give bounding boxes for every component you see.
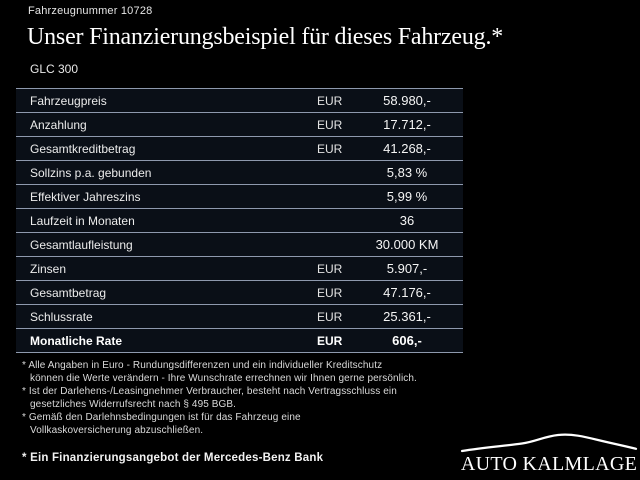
dealer-logo-text: AUTO KALMLAGE xyxy=(460,453,638,475)
footnote-line: * Gemäß den Darlehnsbedingungen ist für das Fahrzeug eine xyxy=(22,412,301,423)
row-currency: EUR xyxy=(317,285,343,300)
vehicle-number: Fahrzeugnummer 10728 xyxy=(28,5,153,17)
row-currency: EUR xyxy=(317,117,343,132)
footnote-line: * Alle Angaben in Euro - Rundungsdifferenzen und ein individueller Kreditschutz xyxy=(22,360,383,371)
row-currency: EUR xyxy=(317,333,343,348)
footnotes xyxy=(22,359,472,437)
table-row xyxy=(16,233,463,257)
row-currency: EUR xyxy=(317,261,343,276)
row-label: Laufzeit in Monaten xyxy=(30,213,135,228)
row-currency: EUR xyxy=(317,309,343,324)
financing-table xyxy=(16,88,463,353)
row-value: 36 xyxy=(399,213,415,228)
table-row xyxy=(16,305,463,329)
table-row xyxy=(16,137,463,161)
footnote xyxy=(22,385,472,411)
row-currency: EUR xyxy=(317,141,343,156)
table-row xyxy=(16,209,463,233)
row-label: Schlussrate xyxy=(30,309,93,324)
table-row xyxy=(16,257,463,281)
table-row xyxy=(16,281,463,305)
row-currency: EUR xyxy=(317,93,343,108)
row-value: 58.980,- xyxy=(383,93,431,108)
row-value: 606,- xyxy=(392,333,422,348)
footnote-line: * Ist der Darlehens-/Leasingnehmer Verbraucher, besteht nach Vertragsschluss ein xyxy=(22,386,397,397)
row-value: 25.361,- xyxy=(383,309,431,324)
row-value: 5,99 % xyxy=(386,189,428,204)
row-label: Monatliche Rate xyxy=(30,333,123,348)
table-row xyxy=(16,185,463,209)
row-value: 47.176,- xyxy=(383,285,431,300)
table-row xyxy=(16,89,463,113)
row-label: Effektiver Jahreszins xyxy=(30,189,141,204)
table-row-monthly-rate xyxy=(16,329,463,353)
row-label: Zinsen xyxy=(30,261,67,276)
footnote xyxy=(22,411,472,437)
row-label: Gesamtkreditbetrag xyxy=(30,141,136,156)
row-value: 30.000 KM xyxy=(375,237,439,252)
footnote-line: gesetzliches Widerrufsrecht nach § 495 BGB. xyxy=(30,399,237,410)
footnote-line: Vollkaskoversicherung abzuschließen. xyxy=(30,425,204,436)
row-label: Gesamtbetrag xyxy=(30,285,107,300)
row-value: 41.268,- xyxy=(383,141,431,156)
dealer-logo xyxy=(458,430,640,476)
row-value: 5.907,- xyxy=(386,261,428,276)
page-title: Unser Finanzierungsbeispiel für dieses Fahrzeug.* xyxy=(27,24,504,50)
row-label: Gesamtlaufleistung xyxy=(30,237,133,252)
footnote xyxy=(22,359,472,385)
vehicle-model: GLC 300 xyxy=(30,62,79,76)
row-label: Anzahlung xyxy=(30,117,87,132)
row-value: 5,83 % xyxy=(386,165,428,180)
table-row xyxy=(16,161,463,185)
table-row xyxy=(16,113,463,137)
row-label: Fahrzeugpreis xyxy=(30,93,107,108)
row-label: Sollzins p.a. gebunden xyxy=(30,165,152,180)
financing-bank-note: * Ein Finanzierungsangebot der Mercedes-Benz Bank xyxy=(22,452,324,464)
row-value: 17.712,- xyxy=(383,117,431,132)
footnote-line: können die Werte verändern - Ihre Wunschrate errechnen wir Ihnen gerne persönlich. xyxy=(30,373,417,384)
